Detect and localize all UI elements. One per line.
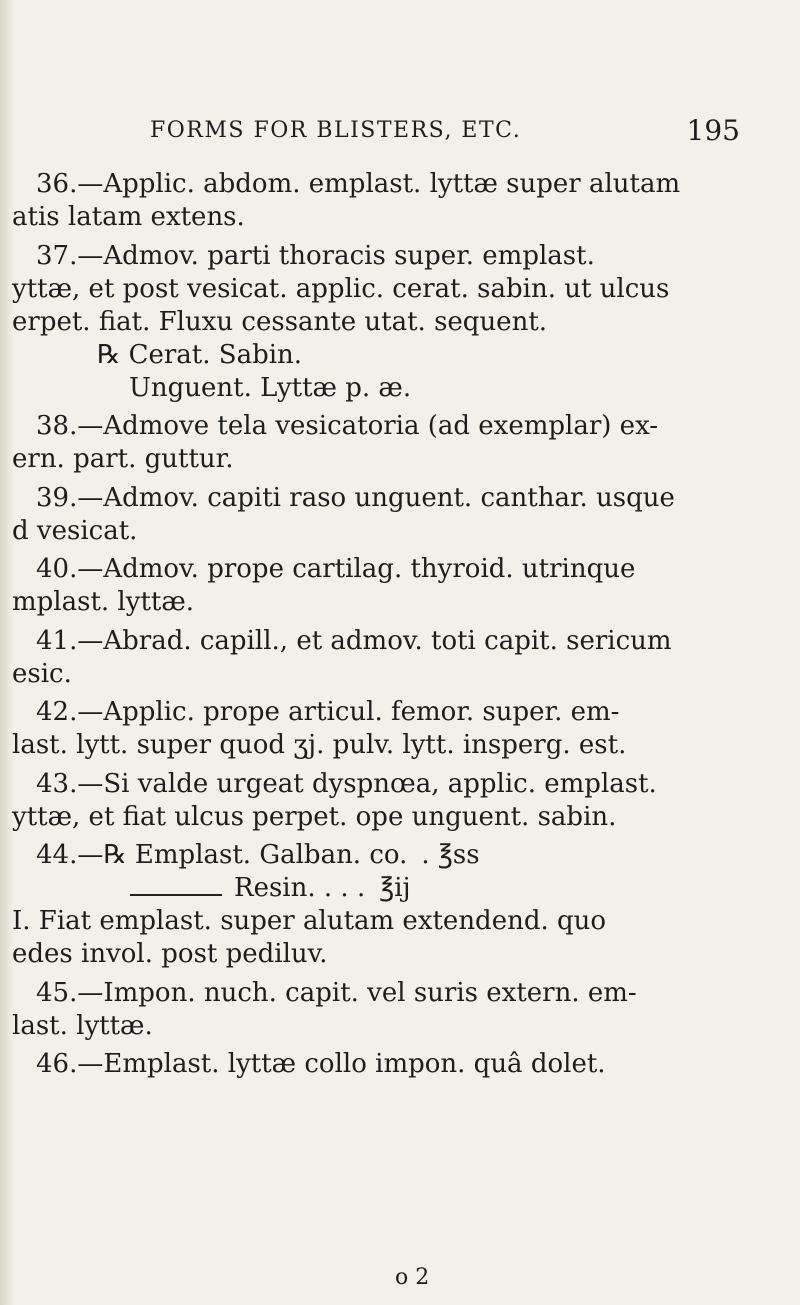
entry-38 — [12, 410, 772, 476]
text-line: mplast. lyttæ. — [12, 587, 195, 617]
entry-36 — [12, 168, 772, 234]
ingredient-label: 44.—℞ Emplast. Galban. co. — [36, 840, 408, 870]
text-line: 41.—Abrad. capill., et admov. toti capit. sericum — [36, 625, 672, 656]
prescription-line: ℞ Cerat. Sabin. — [97, 339, 303, 370]
text-line: 40.—Admov. prope cartilag. thyroid. utrinque — [36, 554, 636, 584]
entry-45 — [12, 977, 772, 1043]
text-line: yttæ, et post vesicat. applic. cerat. sabin. ut ulcus — [12, 273, 670, 304]
ditto-dash — [130, 894, 222, 896]
prescription-line — [12, 872, 772, 905]
text-line: edes invol. post pediluv. — [12, 939, 328, 969]
text-line: 43.—Si valde urgeat dyspnœa, applic. emplast. — [36, 768, 657, 799]
text-line: last. lytt. super quod ʒj. pulv. lytt. insperg. est. — [12, 730, 627, 760]
entry-42 — [12, 696, 772, 762]
text-line: 42.—Applic. prope articul. femor. super. em- — [36, 697, 620, 727]
entry-44 — [12, 839, 772, 971]
text-line: 39.—Admov. capiti raso unguent. canthar. usque — [36, 482, 675, 513]
running-title: FORMS FOR BLISTERS, ETC. — [150, 118, 522, 143]
text-line: I. Fiat emplast. super alutam extendend. quo — [12, 906, 607, 936]
text-line: esic. — [12, 658, 72, 689]
text-line: 38.—Admove tela vesicatoria (ad exemplar) ex- — [36, 411, 659, 441]
ingredient-quantity: . ℥ss — [421, 840, 480, 870]
entry-37 — [12, 240, 772, 405]
text-line: yttæ, et fiat ulcus perpet. ope unguent. sabin. — [12, 801, 617, 832]
text-line: 37.—Admov. parti thoracis super. emplast. — [36, 240, 595, 271]
prescription-line: Unguent. Lyttæ p. æ. — [129, 372, 412, 403]
text-line: last. lyttæ. — [12, 1010, 153, 1041]
ingredient-label: Resin. . . . — [234, 873, 366, 903]
text-line: atis latam extens. — [12, 202, 245, 232]
signature-mark: o 2 — [395, 1265, 430, 1290]
entry-40 — [12, 553, 772, 619]
entry-39 — [12, 482, 772, 548]
text-line: 45.—Impon. nuch. capit. vel suris extern. em- — [36, 977, 637, 1008]
entry-43 — [12, 768, 772, 834]
body-text — [12, 168, 772, 1087]
ingredient-quantity: ℥ij — [379, 873, 411, 903]
text-line: 36.—Applic. abdom. emplast. lyttæ super alutam — [36, 169, 681, 199]
text-line: d vesicat. — [12, 515, 138, 546]
text-line: erpet. fiat. Fluxu cessante utat. sequent. — [12, 306, 548, 337]
prescription-line — [12, 839, 772, 872]
page-number: 195 — [686, 114, 740, 147]
entry-41 — [12, 625, 772, 691]
running-header — [150, 114, 740, 146]
text-line: 46.—Emplast. lyttæ collo impon. quâ dolet. — [36, 1049, 606, 1079]
text-line: ern. part. guttur. — [12, 444, 234, 474]
entry-46 — [12, 1048, 772, 1081]
